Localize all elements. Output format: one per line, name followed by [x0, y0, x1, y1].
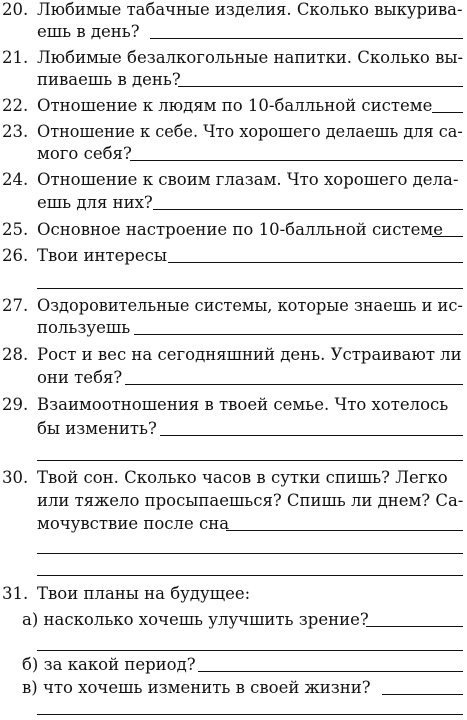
answer-line[interactable]	[37, 650, 463, 651]
question-text: бы изменить?	[37, 419, 157, 438]
answer-line[interactable]	[130, 160, 463, 161]
question-number: 22.	[2, 96, 29, 115]
question-text: Отношение к людям по 10-балльной системе	[37, 96, 433, 115]
question-text: пиваешь в день?	[37, 70, 181, 89]
question-number: 28.	[2, 345, 29, 364]
question-text: Отношение к себе. Что хорошего делаешь для са-	[37, 122, 463, 141]
answer-line[interactable]	[168, 262, 463, 263]
question-number: 30.	[2, 468, 29, 487]
question-text: Отношение к своим глазам. Что хорошего дела-	[37, 170, 459, 189]
answer-line[interactable]	[134, 334, 463, 335]
answer-line[interactable]	[37, 714, 463, 715]
answer-line[interactable]	[150, 38, 463, 39]
question-number: 27.	[2, 296, 29, 315]
question-number: 21.	[2, 48, 29, 67]
question-text: мого себя?	[37, 144, 132, 163]
answer-line[interactable]	[37, 575, 463, 576]
question-text: Основное настроение по 10-балльной системе	[37, 220, 444, 239]
question-number: 23.	[2, 122, 29, 141]
question-text: мочувствие после сна	[37, 514, 230, 533]
question-text: Оздоровительные системы, которые знаешь и ис-	[37, 296, 463, 315]
answer-line[interactable]	[37, 460, 463, 461]
sub-item-a: а) насколько хочешь улучшить зрение?	[22, 610, 369, 629]
answer-line[interactable]	[432, 236, 463, 237]
question-number: 24.	[2, 170, 29, 189]
answer-line[interactable]	[37, 553, 463, 554]
question-text: Твой сон. Сколько часов в сутки спишь? Легко	[37, 468, 448, 487]
question-number: 29.	[2, 395, 29, 414]
sub-item-b: б) за какой период?	[22, 655, 196, 674]
question-text: пользуешь	[37, 318, 131, 337]
sub-item-c: в) что хочешь изменить в своей жизни?	[22, 678, 371, 697]
question-number: 20.	[2, 0, 29, 19]
answer-line[interactable]	[432, 112, 463, 113]
question-text: Твои планы на будущее:	[37, 584, 251, 603]
question-text: Взаимоотношения в твоей семье. Что хотелось	[37, 395, 449, 414]
question-text: они тебя?	[37, 368, 123, 387]
question-number: 26.	[2, 246, 29, 265]
question-number: 31.	[2, 584, 29, 603]
question-text: Рост и вес на сегодняшний день. Устраивают ли	[37, 345, 462, 364]
answer-line[interactable]	[37, 288, 463, 289]
answer-line[interactable]	[178, 86, 463, 87]
question-text: ешь в день?	[37, 22, 140, 41]
answer-line[interactable]	[160, 435, 463, 436]
answer-line[interactable]	[125, 384, 463, 385]
question-text: Твои интересы	[37, 246, 168, 265]
question-text: Любимые табачные изделия. Сколько выкурива-	[37, 0, 463, 19]
answer-line[interactable]	[153, 209, 463, 210]
question-number: 25.	[2, 220, 29, 239]
answer-line[interactable]	[226, 530, 463, 531]
answer-line[interactable]	[198, 671, 463, 672]
answer-line[interactable]	[382, 694, 463, 695]
question-text: Любимые безалкогольные напитки. Сколько вы-	[37, 48, 464, 67]
question-text: ешь для них?	[37, 193, 153, 212]
question-text: или тяжело просыпаешься? Спишь ли днем? Са-	[37, 491, 464, 510]
answer-line[interactable]	[366, 626, 463, 627]
